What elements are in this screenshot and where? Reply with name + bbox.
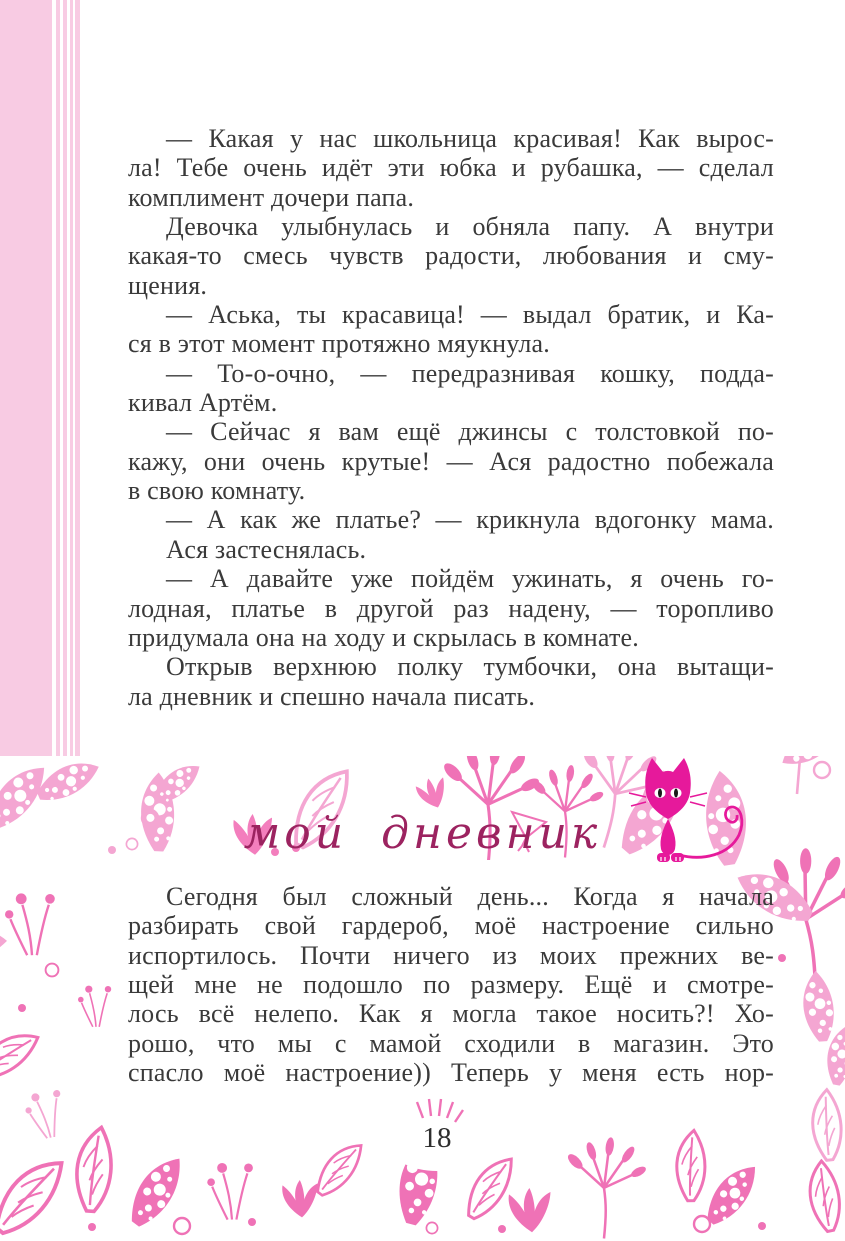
- text-line: ла дневник и спешно начала писать.: [128, 681, 536, 711]
- page-number: 18: [422, 1122, 452, 1154]
- paragraph: [128, 505, 774, 534]
- text-line: спасло моё настроение)) Теперь у меня есть нор-: [128, 1058, 774, 1088]
- text-line: испортилось. Почти ничего из моих прежних ве-: [128, 940, 774, 970]
- text-line: кивал Артём.: [128, 388, 278, 418]
- text-line: щей мне не подошло по размеру. Ещё и смотре-: [128, 970, 774, 1000]
- text-line: какая-то смесь чувств радости, любования и сму-: [128, 241, 774, 271]
- paragraph: [128, 535, 774, 564]
- text-line: ся в этот момент протяжно мяукнула.: [128, 329, 550, 359]
- text-line: в свою комнату.: [128, 476, 306, 506]
- paragraph: [128, 564, 774, 652]
- text-line: — А как же платье? — крикнула вдогонку мама.: [166, 505, 774, 535]
- text-line: придумала она на ходу и скрылась в комнате.: [128, 622, 639, 652]
- text-line: разбирать свой гардероб, моё настроение сильно: [128, 911, 774, 941]
- margin-stripe: [75, 0, 80, 756]
- text-line: ла! Тебе очень идёт эти юбка и рубашка, — сделал: [128, 153, 774, 183]
- margin-stripe: [63, 0, 67, 756]
- text-line: кажу, они очень крутые! — Ася радостно побежала: [128, 446, 774, 476]
- text-line: Девочка улыбнулась и обняла папу. А внутри: [166, 212, 774, 242]
- paragraph: [128, 124, 774, 212]
- left-margin-band: [0, 0, 52, 756]
- body-text: [128, 124, 774, 711]
- text-line: — Сейчас я вам ещё джинсы с толстовкой по-: [166, 417, 774, 447]
- diary-title: мой дневник: [243, 808, 602, 859]
- paragraph: [128, 359, 774, 418]
- margin-stripe: [56, 0, 60, 756]
- text-line: — То-о-очно, — передразнивая кошку, подда-: [166, 358, 774, 388]
- paragraph: [128, 882, 774, 1087]
- text-line: — Какая у нас школьница красивая! Как вырос-: [166, 124, 774, 153]
- text-line: — А давайте уже пойдём ужинать, я очень го-: [166, 564, 774, 594]
- text-line: Ася застеснялась.: [166, 534, 367, 564]
- diary-text: [128, 882, 774, 1087]
- text-line: лодная, платье в другой раз надену, — торопливо: [128, 593, 774, 623]
- paragraph: [128, 300, 774, 359]
- text-line: лось всё нелепо. Как я могла такое носить?! Хо-: [128, 999, 774, 1029]
- text-line: комплимент дочери папа.: [128, 182, 415, 212]
- paragraph: [128, 417, 774, 505]
- margin-stripe: [70, 0, 73, 756]
- paragraph: [128, 212, 774, 300]
- text-line: щения.: [128, 270, 208, 300]
- paragraph: [128, 652, 774, 711]
- text-line: — Аська, ты красавица! — выдал братик, и Ка-: [166, 300, 774, 330]
- text-line: Сегодня был сложный день... Когда я начала: [166, 882, 774, 911]
- text-line: Открыв верхнюю полку тумбочки, она вытащи-: [166, 652, 774, 682]
- text-line: рошо, что мы с мамой сходили в магазин. Это: [128, 1028, 774, 1058]
